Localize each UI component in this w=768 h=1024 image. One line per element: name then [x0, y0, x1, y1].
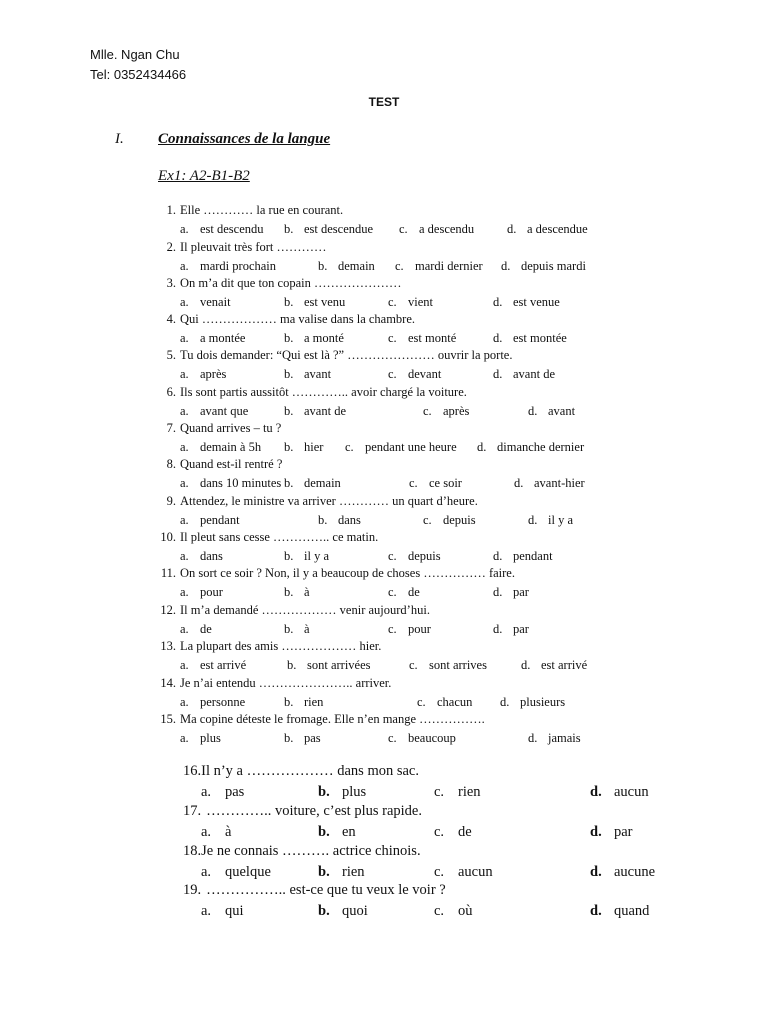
question-number: 16. — [183, 763, 202, 779]
question-text: Attendez, le ministre va arriver ………… un quart d’heure. — [180, 494, 478, 508]
option-text: de — [458, 824, 472, 840]
option-letter: b. — [318, 784, 330, 800]
option-text: plus — [200, 731, 221, 745]
option-letter: a. — [201, 903, 212, 919]
option-letter: c. — [434, 824, 445, 840]
option-text: est arrivé — [541, 658, 588, 672]
option-13-d[interactable] — [521, 658, 587, 673]
option-17-c[interactable] — [434, 824, 472, 841]
option-letter: b. — [318, 824, 330, 840]
option-16-c[interactable] — [434, 784, 481, 801]
option-text: qui — [225, 903, 244, 919]
option-text: après — [200, 367, 227, 381]
option-text: avant de — [513, 367, 555, 381]
option-text: beaucoup — [408, 731, 456, 745]
option-letter: c. — [388, 731, 397, 745]
option-letter: c. — [388, 367, 397, 381]
option-9-b[interactable] — [318, 513, 361, 528]
option-text: quand — [614, 903, 650, 919]
option-text: demain — [338, 259, 375, 273]
option-text: depuis — [408, 549, 441, 563]
question-number: 17. — [183, 803, 202, 819]
option-letter: d. — [501, 259, 511, 273]
option-5-c[interactable] — [388, 367, 441, 382]
option-15-b[interactable] — [284, 731, 321, 746]
question-text: Quand arrives – tu ? — [180, 421, 282, 435]
question-16 — [183, 763, 419, 780]
option-16-d[interactable] — [590, 784, 649, 801]
question-number: 19. — [183, 882, 202, 898]
option-letter: d. — [493, 585, 503, 599]
question-text: Je n’ai entendu ………………….. arriver. — [180, 676, 392, 690]
option-letter: a. — [180, 295, 189, 309]
question-12 — [160, 603, 430, 618]
option-text: mardi prochain — [200, 259, 277, 273]
question-text: On m’a dit que ton copain ………………… — [180, 276, 402, 290]
option-text: avant que — [200, 404, 249, 418]
option-18-a[interactable] — [201, 864, 271, 881]
option-text: par — [513, 585, 529, 599]
option-text: demain à 5h — [200, 440, 262, 454]
option-letter: c. — [434, 784, 445, 800]
option-10-a[interactable] — [180, 549, 223, 564]
option-9-a[interactable] — [180, 513, 240, 528]
question-17 — [183, 803, 422, 820]
option-16-b[interactable] — [318, 784, 366, 801]
option-8-d[interactable] — [514, 476, 585, 491]
option-letter: c. — [388, 549, 397, 563]
question-13 — [160, 639, 382, 654]
option-text: pas — [304, 731, 321, 745]
option-8-b[interactable] — [284, 476, 341, 491]
option-9-c[interactable] — [423, 513, 476, 528]
option-letter: c. — [388, 295, 397, 309]
option-text: est descendue — [304, 222, 374, 236]
option-text: avant-hier — [534, 476, 585, 490]
option-15-a[interactable] — [180, 731, 221, 746]
option-letter: c. — [409, 658, 418, 672]
question-19 — [183, 882, 446, 899]
option-letter: d. — [514, 476, 524, 490]
question-15 — [160, 712, 485, 727]
option-text: pendant — [200, 513, 240, 527]
option-text: plusieurs — [520, 695, 566, 709]
option-letter: c. — [423, 513, 432, 527]
option-letter: a. — [180, 658, 189, 672]
option-letter: a. — [180, 404, 189, 418]
option-text: plus — [342, 784, 367, 800]
option-text: chacun — [437, 695, 473, 709]
option-letter: d. — [493, 331, 503, 345]
option-letter: d. — [493, 295, 503, 309]
option-letter: a. — [180, 549, 189, 563]
question-number: 7. — [166, 421, 176, 435]
teacher-phone: Tel: 0352434466 — [90, 67, 187, 82]
option-text: est descendu — [200, 222, 264, 236]
option-8-a[interactable] — [180, 476, 281, 491]
option-4-b[interactable] — [284, 331, 344, 346]
option-letter: b. — [284, 585, 294, 599]
option-letter: d. — [528, 731, 538, 745]
option-letter: a. — [180, 513, 189, 527]
option-7-b[interactable] — [284, 440, 323, 455]
option-text: sont arrivées — [307, 658, 371, 672]
question-6 — [166, 385, 467, 400]
option-text: quoi — [342, 903, 368, 919]
option-letter: b. — [284, 404, 294, 418]
option-19-a[interactable] — [201, 903, 244, 920]
exercise-title: Ex1: A2-B1-B2 — [158, 168, 250, 184]
option-letter: b. — [284, 622, 294, 636]
option-letter: c. — [434, 864, 445, 880]
question-1 — [166, 203, 344, 218]
option-text: avant — [304, 367, 332, 381]
question-number: 5. — [166, 348, 176, 362]
option-letter: b. — [284, 367, 294, 381]
option-17-a[interactable] — [201, 824, 231, 841]
option-letter: d. — [493, 367, 503, 381]
option-7-a[interactable] — [180, 440, 261, 455]
question-text: Ma copine déteste le fromage. Elle n’en mange ……………. — [180, 712, 485, 726]
option-11-a[interactable] — [180, 585, 223, 600]
option-letter: d. — [493, 622, 503, 636]
option-letter: b. — [287, 658, 297, 672]
option-text: est venu — [304, 295, 346, 309]
teacher-name: Mlle. Ngan Chu — [90, 47, 180, 62]
option-text: mardi dernier — [415, 259, 483, 273]
option-letter: a. — [180, 367, 189, 381]
question-7 — [166, 421, 282, 436]
question-number: 13. — [160, 639, 176, 653]
option-letter: d. — [507, 222, 517, 236]
option-letter: a. — [180, 622, 189, 636]
option-4-d[interactable] — [493, 331, 567, 346]
option-text: après — [443, 404, 470, 418]
question-14 — [160, 676, 392, 691]
option-text: où — [458, 903, 473, 919]
option-letter: d. — [590, 864, 602, 880]
option-letter: b. — [284, 295, 294, 309]
option-text: à — [304, 622, 310, 636]
option-17-b[interactable] — [318, 824, 356, 841]
question-number: 12. — [160, 603, 176, 617]
option-7-d[interactable] — [477, 440, 584, 455]
option-text: il y a — [548, 513, 573, 527]
option-9-d[interactable] — [528, 513, 573, 528]
option-15-d[interactable] — [528, 731, 581, 746]
option-14-a[interactable] — [180, 695, 245, 710]
option-letter: b. — [318, 864, 330, 880]
option-19-b[interactable] — [318, 903, 368, 920]
option-text: aucun — [614, 784, 649, 800]
option-text: pendant — [513, 549, 553, 563]
option-letter: c. — [417, 695, 426, 709]
option-letter: c. — [388, 622, 397, 636]
option-14-c[interactable] — [417, 695, 472, 710]
question-4 — [166, 312, 416, 327]
option-10-d[interactable] — [493, 549, 553, 564]
option-10-b[interactable] — [284, 549, 329, 564]
option-text: dans 10 minutes — [200, 476, 282, 490]
option-letter: b. — [318, 259, 328, 273]
question-text: Elle ………… la rue en courant. — [180, 203, 344, 217]
option-letter: a. — [180, 222, 189, 236]
option-letter: c. — [399, 222, 408, 236]
option-2-a[interactable] — [180, 259, 276, 274]
option-text: personne — [200, 695, 246, 709]
option-6-a[interactable] — [180, 404, 248, 419]
option-letter: b. — [318, 903, 330, 919]
question-number: 10. — [160, 530, 176, 544]
question-8 — [166, 457, 283, 472]
option-text: sont arrives — [429, 658, 487, 672]
question-text: Il n’y a ……………… dans mon sac. — [201, 763, 419, 779]
option-1-a[interactable] — [180, 222, 264, 237]
option-3-b[interactable] — [284, 295, 345, 310]
option-14-b[interactable] — [284, 695, 323, 710]
question-text: Je ne connais ………. actrice chinois. — [201, 843, 421, 859]
option-2-d[interactable] — [501, 259, 586, 274]
option-text: devant — [408, 367, 442, 381]
option-2-b[interactable] — [318, 259, 375, 274]
option-text: avant de — [304, 404, 346, 418]
question-11 — [160, 566, 515, 581]
option-letter: b. — [318, 513, 328, 527]
question-number: 14. — [160, 676, 176, 690]
question-number: 18. — [183, 843, 202, 859]
question-2 — [166, 240, 327, 255]
option-letter: a. — [180, 695, 189, 709]
option-text: a montée — [200, 331, 246, 345]
option-text: a descendu — [419, 222, 475, 236]
option-letter: a. — [180, 476, 189, 490]
option-text: pour — [200, 585, 223, 599]
option-13-a[interactable] — [180, 658, 246, 673]
option-text: vient — [408, 295, 433, 309]
option-letter: c. — [388, 331, 397, 345]
option-12-a[interactable] — [180, 622, 212, 637]
option-text: par — [513, 622, 529, 636]
option-letter: d. — [528, 404, 538, 418]
option-letter: a. — [180, 440, 189, 454]
option-letter: b. — [284, 695, 294, 709]
option-text: pas — [225, 784, 245, 800]
question-number: 8. — [166, 457, 176, 471]
option-text: a monté — [304, 331, 344, 345]
option-5-a[interactable] — [180, 367, 226, 382]
option-5-d[interactable] — [493, 367, 555, 382]
question-text: Il pleut sans cesse ………….. ce matin. — [180, 530, 379, 544]
question-text: Tu dois demander: “Qui est là ?” ………………… ouvrir la porte. — [180, 348, 513, 362]
option-letter: c. — [345, 440, 354, 454]
option-text: est montée — [513, 331, 567, 345]
option-letter: a. — [201, 784, 212, 800]
option-text: dans — [200, 549, 223, 563]
option-text: avant — [548, 404, 576, 418]
question-number: 2. — [166, 240, 176, 254]
option-text: ce soir — [429, 476, 462, 490]
option-text: jamais — [548, 731, 581, 745]
option-13-b[interactable] — [287, 658, 371, 673]
option-text: par — [614, 824, 633, 840]
option-letter: d. — [590, 903, 602, 919]
option-18-d[interactable] — [590, 864, 655, 881]
option-letter: b. — [284, 731, 294, 745]
question-3 — [166, 276, 402, 291]
question-number: 1. — [166, 203, 176, 217]
question-text: Il m’a demandé ……………… venir aujourd’hui. — [180, 603, 430, 617]
question-text: ………….. voiture, c’est plus rapide. — [206, 803, 422, 819]
option-12-b[interactable] — [284, 622, 310, 637]
option-text: est venue — [513, 295, 560, 309]
question-text: Qui ……………… ma valise dans la chambre. — [180, 312, 416, 326]
option-18-c[interactable] — [434, 864, 493, 881]
option-1-d[interactable] — [507, 222, 588, 237]
question-number: 9. — [166, 494, 176, 508]
option-letter: b. — [284, 549, 294, 563]
option-text: rien — [342, 864, 365, 880]
option-14-d[interactable] — [500, 695, 565, 710]
option-letter: a. — [201, 824, 212, 840]
option-letter: d. — [590, 824, 602, 840]
option-text: est monté — [408, 331, 457, 345]
option-3-a[interactable] — [180, 295, 231, 310]
page-title: TEST — [368, 95, 400, 109]
question-number: 4. — [166, 312, 176, 326]
option-text: à — [225, 824, 232, 840]
option-15-c[interactable] — [388, 731, 456, 746]
option-16-a[interactable] — [201, 784, 244, 801]
option-letter: a. — [180, 731, 189, 745]
option-letter: c. — [434, 903, 445, 919]
option-4-c[interactable] — [388, 331, 456, 346]
option-text: rien — [458, 784, 481, 800]
option-text: depuis mardi — [521, 259, 586, 273]
option-3-c[interactable] — [388, 295, 433, 310]
option-17-d[interactable] — [590, 824, 633, 841]
option-text: depuis — [443, 513, 476, 527]
option-2-c[interactable] — [395, 259, 483, 274]
question-5 — [166, 348, 513, 363]
option-text: aucun — [458, 864, 493, 880]
question-number: 15. — [160, 712, 176, 726]
option-letter: d. — [477, 440, 487, 454]
option-letter: c. — [409, 476, 418, 490]
option-text: pour — [408, 622, 431, 636]
option-6-b[interactable] — [284, 404, 346, 419]
option-12-c[interactable] — [388, 622, 431, 637]
question-number: 6. — [166, 385, 176, 399]
question-number: 11. — [160, 566, 176, 580]
option-text: hier — [304, 440, 324, 454]
option-letter: b. — [284, 331, 294, 345]
option-text: il y a — [304, 549, 329, 563]
option-text: aucune — [614, 864, 656, 880]
question-number: 3. — [166, 276, 176, 290]
option-letter: c. — [423, 404, 432, 418]
question-text: Ils sont partis aussitôt ………….. avoir chargé la voiture. — [180, 385, 467, 399]
option-6-d[interactable] — [528, 404, 575, 419]
option-8-c[interactable] — [409, 476, 462, 491]
question-text: La plupart des amis ……………… hier. — [180, 639, 382, 653]
option-10-c[interactable] — [388, 549, 441, 564]
option-text: demain — [304, 476, 341, 490]
option-5-b[interactable] — [284, 367, 331, 382]
option-text: dans — [338, 513, 361, 527]
option-letter: b. — [284, 476, 294, 490]
option-19-c[interactable] — [434, 903, 473, 920]
option-text: venait — [200, 295, 231, 309]
option-text: de — [408, 585, 420, 599]
option-text: pendant une heure — [365, 440, 457, 454]
question-text: Il pleuvait très fort ………… — [180, 240, 327, 254]
question-text: Quand est-il rentré ? — [180, 457, 283, 471]
question-text: …………….. est-ce que tu veux le voir ? — [206, 882, 446, 898]
option-3-d[interactable] — [493, 295, 560, 310]
option-letter: d. — [500, 695, 510, 709]
option-text: a descendue — [527, 222, 588, 236]
option-letter: c. — [395, 259, 404, 273]
option-letter: a. — [180, 259, 189, 273]
option-letter: a. — [180, 331, 189, 345]
question-text: On sort ce soir ? Non, il y a beaucoup de choses …………… faire. — [180, 566, 515, 580]
option-letter: a. — [180, 585, 189, 599]
option-letter: d. — [590, 784, 602, 800]
option-1-b[interactable] — [284, 222, 373, 237]
option-text: dimanche dernier — [497, 440, 585, 454]
option-letter: d. — [528, 513, 538, 527]
option-text: de — [200, 622, 212, 636]
option-text: rien — [304, 695, 324, 709]
option-letter: a. — [201, 864, 212, 880]
option-1-c[interactable] — [399, 222, 474, 237]
option-letter: c. — [388, 585, 397, 599]
option-11-b[interactable] — [284, 585, 310, 600]
option-text: est arrivé — [200, 658, 247, 672]
option-11-c[interactable] — [388, 585, 420, 600]
option-letter: d. — [493, 549, 503, 563]
question-9 — [166, 494, 478, 509]
option-text: quelque — [225, 864, 271, 880]
option-7-c[interactable] — [345, 440, 457, 455]
option-11-d[interactable] — [493, 585, 529, 600]
question-10 — [160, 530, 379, 545]
section-title: Connaissances de la langue — [158, 131, 331, 147]
question-18 — [183, 843, 421, 860]
option-18-b[interactable] — [318, 864, 365, 881]
section-number: I. — [115, 131, 124, 147]
option-12-d[interactable] — [493, 622, 529, 637]
option-text: en — [342, 824, 356, 840]
option-letter: d. — [521, 658, 531, 672]
option-letter: b. — [284, 222, 294, 236]
option-4-a[interactable] — [180, 331, 245, 346]
option-6-c[interactable] — [423, 404, 469, 419]
option-19-d[interactable] — [590, 903, 649, 920]
option-letter: b. — [284, 440, 294, 454]
option-13-c[interactable] — [409, 658, 487, 673]
option-text: à — [304, 585, 310, 599]
